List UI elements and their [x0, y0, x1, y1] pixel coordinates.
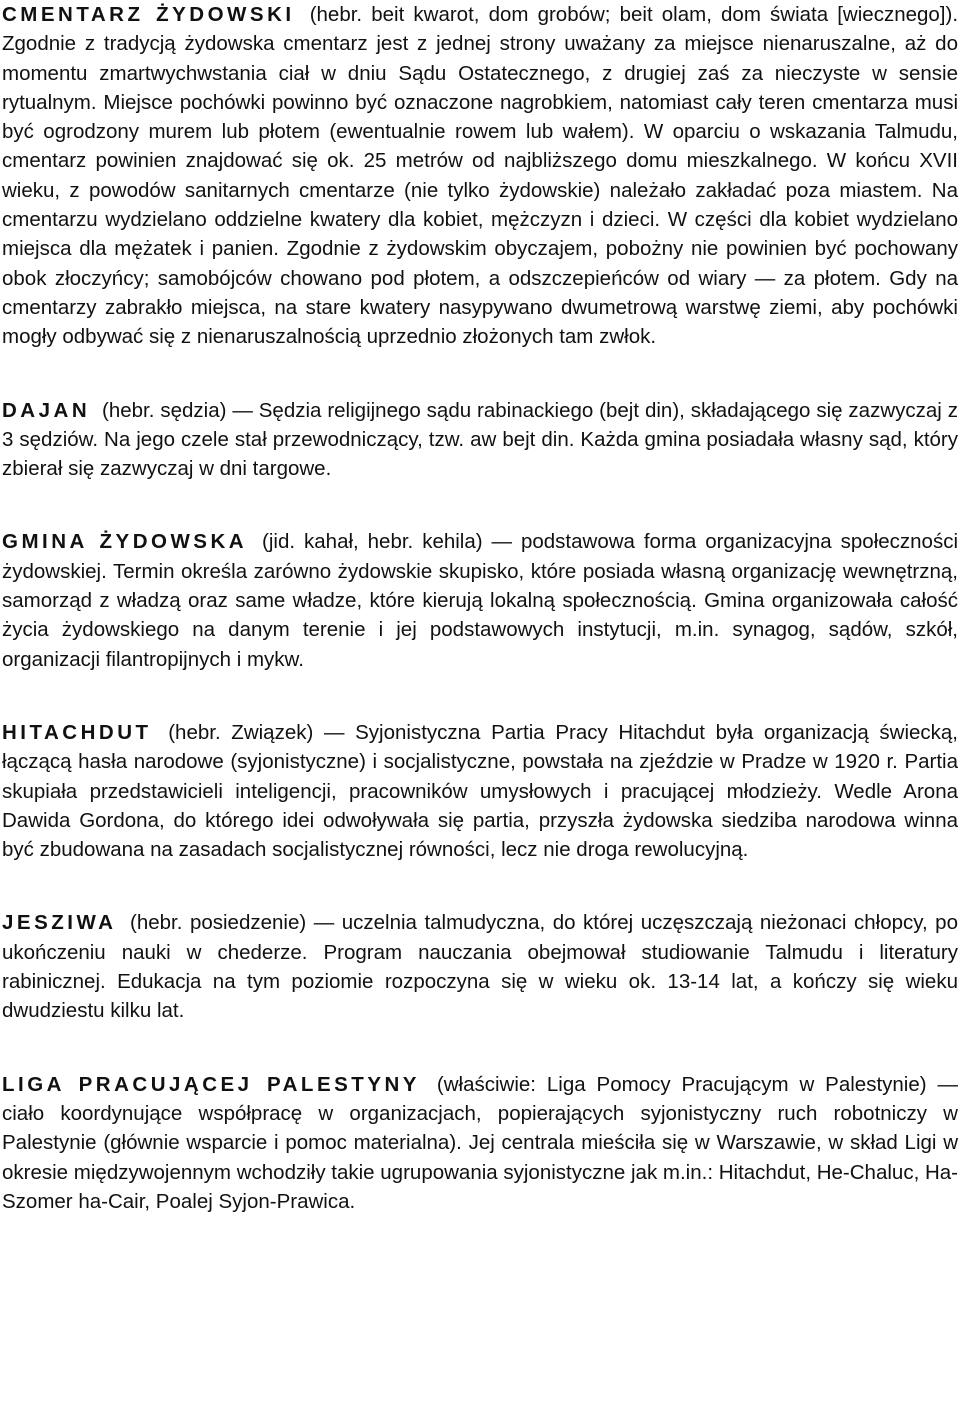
entry-definition: (hebr. beit kwarot, dom grobów; beit olam, dom świata [wiecznego]). Zgodnie z tradycją żydowska cmentarz jest z jednej strony uważany za miejsce nienaruszalne, aż do momentu zmartwychwstania ciał w dniu Sądu Ostatecznego, z drugiej zaś za nieczyste w sensie rytualnym. Miejsce pochówki powinno być oznaczone nagrobkiem, natomiast cały teren cmentarza musi być ogrodzony murem lub płotem (ewentualnie rowem lub wałem). W oparciu o wskazania Talmudu, cmentarz powinien znajdować się ok. 25 metrów od najbliższego domu mieszkalnego. W końcu XVII wieku, z powodów sanitarnych cmentarze (nie tylko żydowskie) należało zakładać poza miastem. Na cmentarzu wydzielano oddzielne kwatery dla kobiet, mężczyzn i dzieci. W części dla kobiet wydzielano miejsca dla mężatek i panien. Zgodnie z żydowskim obyczajem, pobożny nie powinien być pochowany obok złoczyńcy; samobójców chowano pod płotem, a odszczepieńców od wiary — za płotem. Gdy na cmentarzy zabrakło miejsca, na stare kwatery nasypywano dwumetrową warstwę ziemi, aby pochówki mogły odbywać się z nienaruszalnością uprzednio złożonych tam zwłok. [2, 3, 959, 349]
glossary-entry-dajan [2, 396, 958, 484]
entry-term: GMINA ŻYDOWSKA [2, 530, 248, 554]
entry-definition: (hebr. posiedzenie) — uczelnia talmudyczna, do której uczęszczają nieżonaci chłopcy, po ukończeniu nauki w chederze. Program nauczania obejmował studiowanie Talmudu i literatury rabinicznej. Edukacja na tym poziomie rozpoczyna się w wieku ok. 13-14 lat, a kończy się wieku dwudziestu kilku lat. [2, 911, 958, 1023]
entry-term: LIGA PRACUJĄCEJ PALESTYNY [2, 1072, 420, 1096]
glossary-entry-cmentarz [2, 0, 958, 352]
entry-term: CMENTARZ ŻYDOWSKI [2, 3, 295, 26]
glossary-entry-jesziwa [2, 908, 958, 1025]
entry-term: JESZIWA [2, 911, 117, 935]
glossary-entry-hitachdut [2, 718, 958, 864]
entry-definition: (właściwie: Liga Pomocy Pracującym w Palestynie) — ciało koordynujące współpracę w organizacjach, popierających syjonistyczny ruch robotniczy w Palestynie (głównie wsparcie i pomoc materialna). Jej centrala mieściła się w Warszawie, w skład Ligi w okresie międzywojennym wchodziły takie ugrupowania syjonistyczne jak m.in.: Hitachdut, He-Chaluc, Ha-Szomer ha-Cair, Poalej Syjon-Prawica. [2, 1072, 958, 1213]
glossary-entry-gmina [2, 527, 958, 673]
entry-definition: (jid. kahał, hebr. kehila) — podstawowa forma organizacyjna społeczności żydowskiej. Termin określa zarówno żydowskie skupisko, które posiada własną organizację wewnętrzną, samorząd z władzą oraz same władze, które kierują lokalną społecznością. Gmina organizowała całość życia żydowskiego na danym terenie i jej podstawowych instytucji, m.in. synagog, sądów, szkół, organizacji filantropijnych i mykw. [2, 530, 959, 671]
entry-definition: (hebr. Związek) — Syjonistyczna Partia Pracy Hitachdut była organizacją świecką, łączącą hasła narodowe (syjonistyczne) i socjalistyczne, powstała na zjeździe w Pradze w 1920 r. Partia skupiała przedstawicieli inteligencji, pracowników umysłowych i pracującej młodzieży. Wedle Arona Dawida Gordona, do którego idei odwoływała się partia, przyszła żydowska siedziba narodowa winna być zbudowana na zasadach socjalistycznej równości, lecz nie droga rewolucyjną. [2, 720, 959, 862]
entry-term: DAJAN [2, 398, 91, 422]
entry-definition: (hebr. sędzia) — Sędzia religijnego sądu rabinackiego (bejt din), składającego się zazwyczaj z 3 sędziów. Na jego czele stał przewodniczący, tzw. aw bejt din. Każda gmina posiadała własny sąd, który zbierał się zazwyczaj w dni targowe. [2, 398, 958, 481]
entry-term: HITACHDUT [2, 720, 152, 744]
glossary-entry-liga [2, 1070, 958, 1216]
